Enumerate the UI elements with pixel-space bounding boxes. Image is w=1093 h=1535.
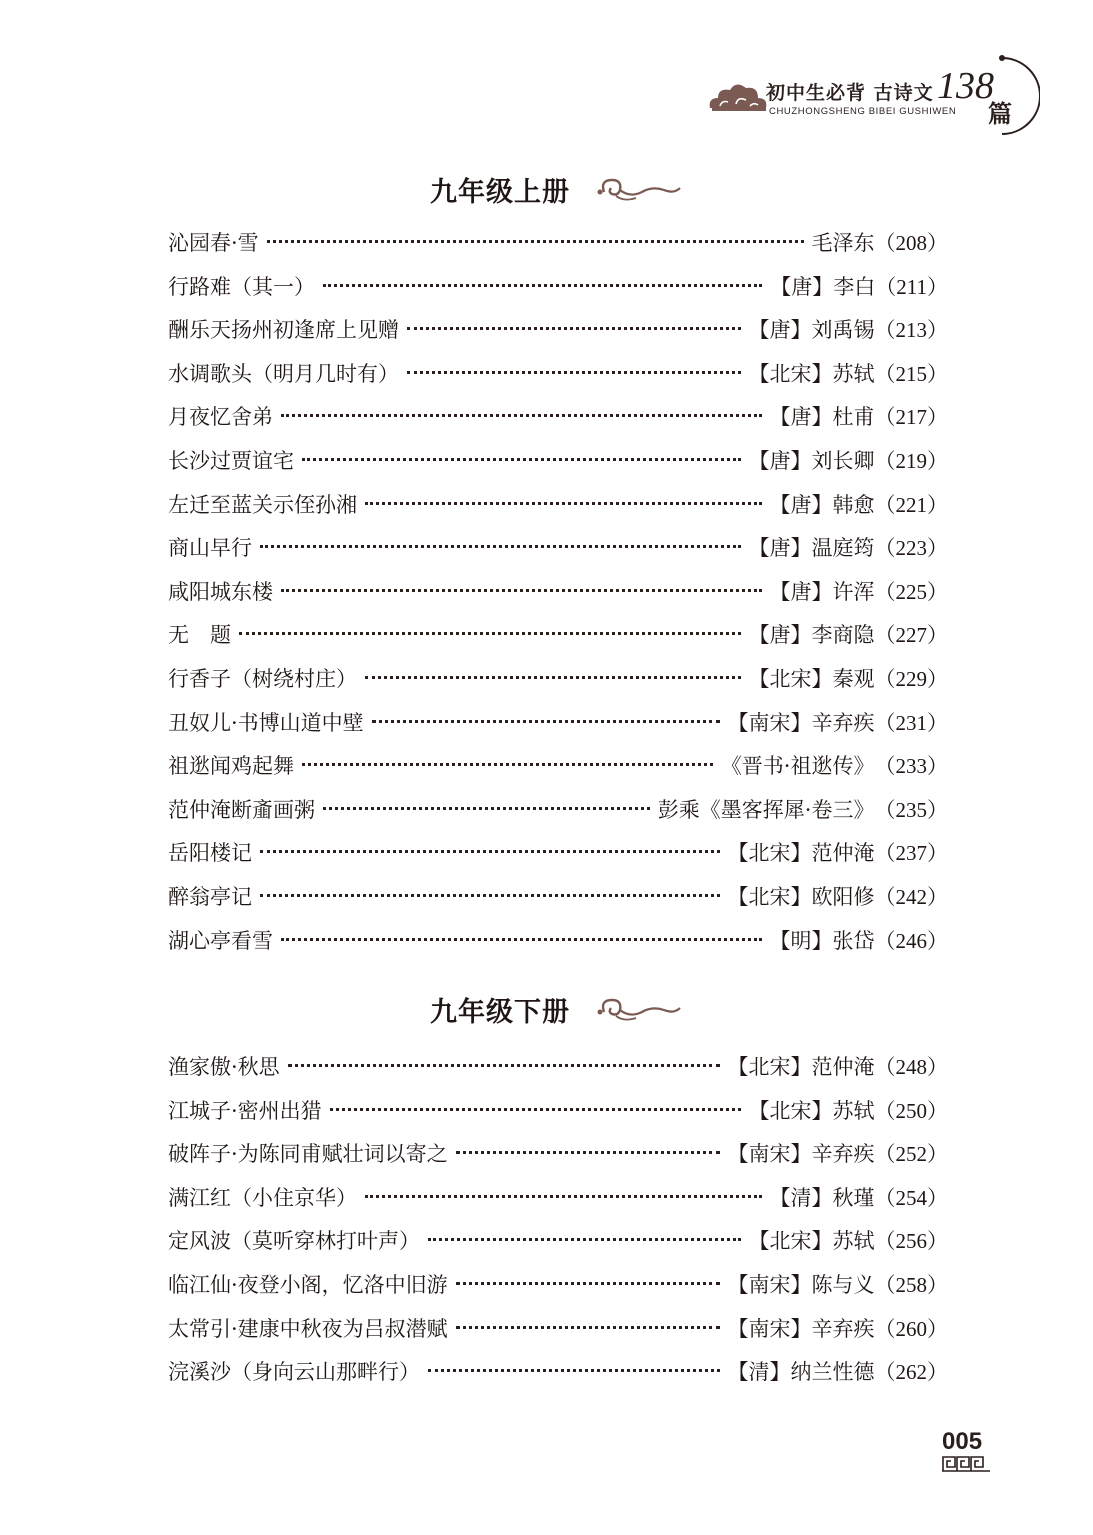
toc-entry[interactable] — [168, 440, 948, 484]
entry-title: 无 题 — [168, 623, 231, 648]
leader-dots — [407, 327, 741, 330]
entry-author: 【唐】李商隐 — [748, 623, 875, 648]
leader-dots — [456, 1151, 720, 1154]
toc-entry[interactable] — [168, 396, 948, 440]
entry-page: （219） — [874, 448, 948, 473]
entry-page: （252） — [874, 1142, 948, 1167]
entry-page: （208） — [874, 231, 948, 255]
entry-author: 《晋书·祖逖传》 — [720, 754, 875, 779]
toc-entry[interactable] — [168, 1133, 948, 1177]
toc-entry[interactable] — [168, 789, 948, 833]
toc-entry[interactable] — [168, 266, 948, 310]
entry-page: （215） — [874, 361, 948, 386]
leader-dots — [456, 1326, 720, 1329]
entry-page: （256） — [874, 1229, 948, 1254]
toc-entry[interactable] — [168, 1264, 948, 1308]
leader-dots — [407, 371, 741, 374]
leader-dots — [281, 414, 762, 417]
entry-author: 【北宋】范仲淹 — [727, 1055, 875, 1079]
leader-dots — [260, 545, 741, 548]
entry-author: 彭乘《墨客挥犀·卷三》 — [657, 797, 875, 822]
book-title-number: 138 — [937, 65, 994, 107]
entry-page: （227） — [874, 623, 948, 648]
toc-entry[interactable] — [168, 309, 948, 353]
toc-list-grade9-vol2 — [168, 1046, 948, 1395]
entry-title: 咸阳城东楼 — [168, 579, 273, 604]
toc-entry[interactable] — [168, 832, 948, 876]
entry-author: 【南宋】陈与义 — [727, 1272, 875, 1297]
toc-entry[interactable] — [168, 1046, 948, 1090]
page-number: 005 — [942, 1428, 983, 1455]
entry-author: 【北宋】苏轼 — [748, 1098, 875, 1123]
entry-page: （231） — [874, 710, 948, 735]
toc-entry[interactable] — [168, 1220, 948, 1264]
toc-entry[interactable] — [168, 745, 948, 789]
toc-entry[interactable] — [168, 1308, 948, 1352]
leader-dots — [372, 720, 720, 723]
entry-title: 左迁至蓝关示侄孙湘 — [168, 492, 357, 517]
entry-title: 醉翁亭记 — [168, 884, 252, 909]
entry-page: （217） — [874, 405, 948, 430]
entry-author: 【唐】杜甫 — [769, 405, 875, 430]
entry-author: 【唐】韩愈 — [769, 492, 875, 517]
entry-title: 渔家傲·秋思 — [168, 1055, 280, 1079]
section-title-grade9-vol1: 九年级上册 — [430, 177, 570, 208]
entry-title: 临江仙·夜登小阁，忆洛中旧游 — [168, 1272, 448, 1297]
leader-dots — [288, 1064, 720, 1067]
toc-entry[interactable] — [168, 1177, 948, 1221]
entry-title: 酬乐天扬州初逢席上见赠 — [168, 318, 399, 343]
entry-author: 【清】纳兰性德 — [727, 1360, 875, 1385]
header-arc-decoration — [980, 50, 1040, 138]
scroll-cloud-ornament-icon — [594, 992, 684, 1026]
leader-dots — [281, 589, 762, 592]
entry-author: 【唐】许浑 — [769, 579, 875, 604]
toc-entry[interactable] — [168, 614, 948, 658]
entry-page: （213） — [874, 318, 948, 343]
leader-dots — [302, 763, 713, 766]
entry-page: （248） — [874, 1055, 948, 1079]
leader-dots — [365, 502, 762, 505]
entry-title: 行路难（其一） — [168, 274, 315, 299]
entry-page: （235） — [874, 797, 948, 822]
entry-author: 【唐】刘长卿 — [748, 448, 875, 473]
entry-title: 商山早行 — [168, 536, 252, 561]
entry-author: 【南宋】辛弃疾 — [727, 1316, 875, 1341]
entry-author: 【南宋】辛弃疾 — [727, 1142, 875, 1167]
cloud-ornament-icon — [706, 78, 770, 118]
entry-title: 太常引·建康中秋夜为吕叔潜赋 — [168, 1316, 448, 1341]
entry-page: （242） — [874, 884, 948, 909]
toc-list-grade9-vol1 — [168, 222, 948, 963]
entry-page: （221） — [874, 492, 948, 517]
entry-author: 【南宋】辛弃疾 — [727, 710, 875, 735]
entry-title: 丑奴儿·书博山道中壁 — [168, 710, 364, 735]
entry-title: 沁园春·雪 — [168, 231, 259, 255]
leader-dots — [302, 458, 741, 461]
entry-page: （211） — [875, 274, 948, 299]
entry-title: 破阵子·为陈同甫赋壮词以寄之 — [168, 1142, 448, 1167]
entry-title: 长沙过贾谊宅 — [168, 448, 294, 473]
leader-dots — [281, 938, 762, 941]
entry-title: 范仲淹断齑画粥 — [168, 797, 315, 822]
entry-page: （254） — [874, 1185, 948, 1210]
entry-page: （229） — [874, 666, 948, 691]
leader-dots — [365, 1195, 762, 1198]
leader-dots — [365, 676, 741, 679]
toc-entry[interactable] — [168, 920, 948, 964]
leader-dots — [323, 807, 650, 810]
leader-dots — [323, 284, 762, 287]
toc-entry[interactable] — [168, 222, 948, 266]
entry-title: 定风波（莫听穿林打叶声） — [168, 1229, 420, 1254]
entry-author: 【明】张岱 — [769, 928, 875, 953]
entry-title: 湖心亭看雪 — [168, 928, 273, 953]
entry-author: 【北宋】苏轼 — [748, 1229, 875, 1254]
toc-entry[interactable] — [168, 527, 948, 571]
fret-pattern-icon — [942, 1456, 990, 1472]
section-title-grade9-vol2: 九年级下册 — [430, 997, 570, 1028]
toc-entry[interactable] — [168, 1351, 948, 1395]
entry-title: 水调歌头（明月几时有） — [168, 361, 399, 386]
toc-entry[interactable] — [168, 571, 948, 615]
toc-entry[interactable] — [168, 658, 948, 702]
entry-author: 【北宋】苏轼 — [748, 361, 875, 386]
entry-author: 【北宋】范仲淹 — [727, 841, 875, 866]
leader-dots — [428, 1238, 741, 1241]
entry-author: 【唐】刘禹锡 — [748, 318, 875, 343]
entry-page: （250） — [874, 1098, 948, 1123]
leader-dots — [239, 632, 741, 635]
entry-page: （225） — [874, 579, 948, 604]
entry-page: （260） — [874, 1316, 948, 1341]
book-title-unit: 篇 — [988, 99, 1012, 128]
entry-title: 行香子（树绕村庄） — [168, 666, 357, 691]
toc-entry[interactable] — [168, 353, 948, 397]
entry-author: 【唐】李白 — [770, 274, 876, 299]
entry-page: （262） — [874, 1360, 948, 1385]
toc-entry[interactable] — [168, 484, 948, 528]
leader-dots — [428, 1369, 720, 1372]
entry-title: 浣溪沙（身向云山那畔行） — [168, 1360, 420, 1385]
running-header — [700, 48, 1040, 138]
leader-dots — [260, 850, 720, 853]
entry-page: （237） — [874, 841, 948, 866]
entry-author: 毛泽东 — [811, 231, 875, 255]
entry-author: 【唐】温庭筠 — [748, 536, 875, 561]
entry-page: （233） — [874, 754, 948, 779]
toc-entry[interactable] — [168, 702, 948, 746]
entry-page: （258） — [874, 1272, 948, 1297]
entry-author: 【北宋】秦观 — [748, 666, 875, 691]
toc-entry[interactable] — [168, 1090, 948, 1134]
entry-title: 江城子·密州出猎 — [168, 1098, 322, 1123]
entry-title: 满江红（小住京华） — [168, 1185, 357, 1210]
entry-title: 祖逖闻鸡起舞 — [168, 754, 294, 779]
leader-dots — [260, 894, 720, 897]
leader-dots — [330, 1108, 741, 1111]
entry-author: 【清】秋瑾 — [769, 1185, 875, 1210]
leader-dots — [267, 240, 804, 243]
entry-title: 岳阳楼记 — [168, 841, 252, 866]
entry-page: （223） — [874, 536, 948, 561]
entry-author: 【北宋】欧阳修 — [727, 884, 875, 909]
leader-dots — [456, 1282, 720, 1285]
book-pinyin-subtitle: CHUZHONGSHENG BIBEI GUSHIWEN — [769, 106, 957, 117]
toc-entry[interactable] — [168, 876, 948, 920]
scroll-cloud-ornament-icon — [594, 172, 684, 206]
book-title: 初中生必背 古诗文 — [766, 82, 934, 104]
entry-page: （246） — [874, 928, 948, 953]
entry-title: 月夜忆舍弟 — [168, 405, 273, 430]
